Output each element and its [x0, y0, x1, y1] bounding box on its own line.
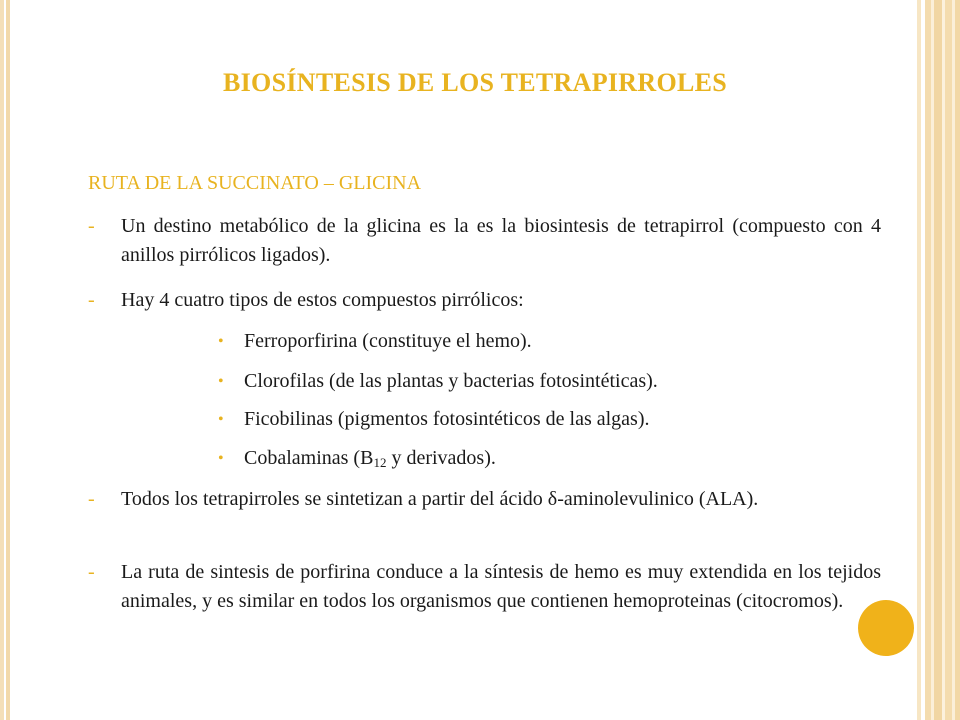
dash-marker: -	[88, 561, 95, 583]
dash-marker: -	[88, 488, 95, 510]
section-subtitle: RUTA DE LA SUCCINATO – GLICINA	[88, 172, 422, 194]
list-item	[88, 485, 881, 514]
bullet-icon: •	[218, 450, 224, 467]
bullet-item	[218, 367, 658, 396]
dash-marker: -	[88, 215, 95, 237]
left-frame-border	[0, 0, 10, 720]
bullet-text-part: y derivados).	[386, 447, 496, 469]
bullet-text: Clorofilas (de las plantas y bacterias fotosintéticas).	[244, 370, 658, 392]
subscript: 12	[373, 455, 387, 470]
list-item	[88, 558, 881, 616]
bullet-item	[218, 405, 650, 434]
list-item-text: Un destino metabólico de la glicina es la es la biosintesis de tetrapirrol (compuesto con 4 anillos pirrólicos ligados).	[121, 215, 881, 266]
slide-title: BIOSÍNTESIS DE LOS TETRAPIRROLES	[222, 68, 728, 97]
list-item	[88, 212, 881, 270]
bullet-text	[244, 447, 496, 469]
bullet-icon: •	[218, 333, 224, 350]
bullet-item	[218, 327, 532, 356]
bullet-icon: •	[218, 411, 224, 428]
bullet-item	[218, 444, 496, 473]
bullet-text: Ferroporfirina (constituye el hemo).	[244, 330, 532, 352]
list-item-text: Hay 4 cuatro tipos de estos compuestos pirrólicos:	[121, 289, 524, 311]
list-item-text: Todos los tetrapirroles se sintetizan a partir del ácido δ-aminolevulinico (ALA).	[121, 488, 759, 510]
list-item-text: La ruta de sintesis de porfirina conduce a la síntesis de hemo es muy extendida en los tejidos animales, y es similar en todos los organismos que contienen hemoproteinas (citocromos).	[121, 561, 881, 612]
right-frame-border	[917, 0, 960, 720]
bullet-text: Ficobilinas (pigmentos fotosintéticos de las algas).	[244, 408, 650, 430]
list-item	[88, 286, 881, 315]
dash-marker: -	[88, 289, 95, 311]
bullet-text-part: Cobalaminas (B	[244, 447, 374, 469]
bullet-icon: •	[218, 373, 224, 390]
